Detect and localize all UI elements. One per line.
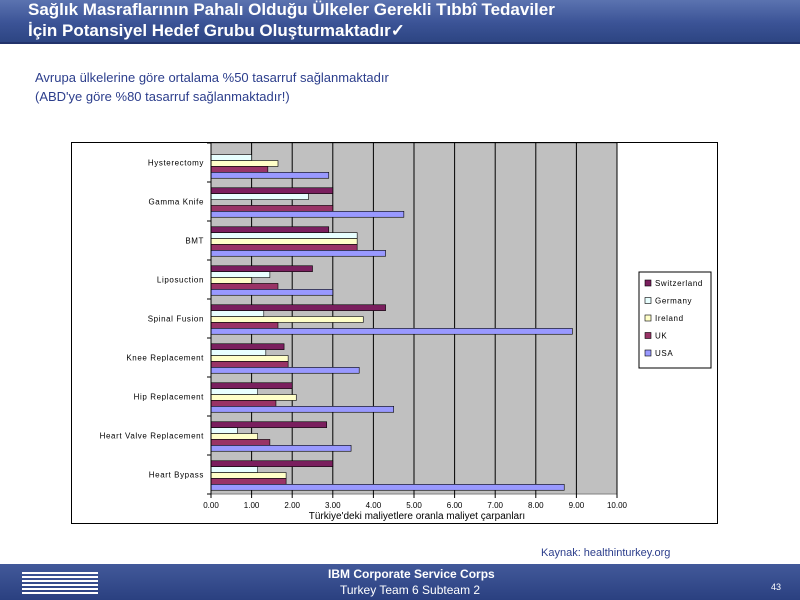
bar-usa-hysterectomy [211, 172, 329, 178]
bar-usa-liposuction [211, 289, 333, 295]
category-label-gamma-knife: Gamma Knife [148, 197, 204, 207]
x-axis-title: Türkiye'deki maliyetlere oranla maliyet çarpanları [308, 511, 526, 522]
bar-germany-spinal-fusion [211, 311, 264, 317]
bar-uk-liposuction [211, 283, 278, 289]
category-label-heart-bypass: Heart Bypass [148, 470, 204, 480]
category-label-bmt: BMT [185, 236, 204, 246]
bar-ireland-hysterectomy [211, 161, 278, 167]
bar-switzerland-heart-bypass [211, 461, 333, 467]
bar-uk-hip-replacement [211, 400, 276, 406]
x-tick-label: 5.00 [406, 501, 422, 510]
page-number: 43 [771, 582, 782, 592]
slide-footer [0, 564, 800, 600]
bar-germany-liposuction [211, 272, 270, 278]
legend-swatch-usa [645, 350, 651, 356]
bar-switzerland-liposuction [211, 266, 313, 272]
legend-label-ireland: Ireland [655, 314, 684, 323]
subtitle-line-1: Avrupa ülkelerine göre ortalama %50 tasarruf sağlanmaktadır [35, 70, 389, 85]
bar-germany-bmt [211, 233, 357, 239]
legend-swatch-ireland [645, 315, 651, 321]
bar-usa-hip-replacement [211, 406, 394, 412]
legend-label-germany: Germany [655, 296, 693, 306]
legend-label-switzerland: Switzerland [655, 279, 703, 288]
subtitle-line-2: (ABD'ye göre %80 tasarruf sağlanmaktadır!) [35, 89, 290, 104]
bar-germany-hip-replacement [211, 389, 258, 395]
category-label-knee-replacement: Knee Replacement [126, 353, 204, 363]
x-tick-label: 6.00 [446, 501, 463, 510]
legend-label-usa: USA [655, 349, 674, 358]
x-tick-label: 2.00 [284, 501, 300, 510]
x-tick-label: 1.00 [243, 501, 260, 510]
bar-ireland-spinal-fusion [211, 317, 363, 323]
bar-switzerland-heart-valve-replacement [211, 422, 327, 428]
slide-header [0, 0, 800, 44]
legend-swatch-germany [645, 298, 651, 304]
bar-ireland-bmt [211, 239, 357, 245]
bar-uk-bmt [211, 244, 357, 250]
bar-usa-heart-valve-replacement [211, 445, 351, 451]
bar-germany-heart-bypass [211, 467, 258, 473]
ibm-logo [22, 572, 98, 594]
bar-usa-spinal-fusion [211, 328, 572, 334]
bar-uk-heart-bypass [211, 478, 286, 484]
bar-ireland-heart-valve-replacement [211, 434, 258, 440]
legend-swatch-uk [645, 333, 651, 339]
x-tick-label: 10.00 [606, 501, 628, 510]
footer-org: IBM Corporate Service Corps [328, 567, 495, 581]
bar-switzerland-spinal-fusion [211, 305, 386, 311]
bar-uk-knee-replacement [211, 361, 288, 367]
x-tick-label: 0.00 [203, 501, 219, 510]
bar-uk-hysterectomy [211, 166, 268, 172]
bar-uk-gamma-knife [211, 205, 333, 211]
bar-ireland-heart-bypass [211, 473, 286, 479]
bar-switzerland-knee-replacement [211, 344, 284, 350]
x-tick-label: 4.00 [365, 501, 382, 510]
bar-chart [72, 143, 717, 523]
x-tick-label: 8.00 [528, 501, 544, 510]
category-label-heart-valve-replacement: Heart Valve Replacement [99, 431, 204, 441]
chart-container [71, 142, 718, 524]
slide-title-line-1: Sağlık Masraflarının Pahalı Olduğu Ülkeler Gerekli Tıbbî Tedaviler [28, 0, 555, 19]
bar-uk-heart-valve-replacement [211, 439, 270, 445]
footer-team: Turkey Team 6 Subteam 2 [340, 583, 481, 597]
bar-usa-knee-replacement [211, 367, 359, 373]
legend-label-uk: UK [655, 331, 668, 341]
slide-title-line-2: İçin Potansiyel Hedef Grubu Oluşturmaktadır✓ [28, 21, 405, 40]
source-note: Kaynak: healthinturkey.org [541, 547, 671, 559]
bar-usa-heart-bypass [211, 484, 564, 490]
category-label-hip-replacement: Hip Replacement [133, 392, 204, 402]
bar-ireland-liposuction [211, 278, 252, 284]
bar-switzerland-hip-replacement [211, 383, 292, 389]
category-label-liposuction: Liposuction [156, 275, 204, 285]
bar-germany-knee-replacement [211, 350, 266, 356]
bar-uk-spinal-fusion [211, 322, 278, 328]
x-tick-label: 3.00 [325, 501, 341, 510]
bar-switzerland-bmt [211, 227, 329, 233]
category-label-spinal-fusion: Spinal Fusion [147, 314, 204, 324]
bar-ireland-knee-replacement [211, 356, 288, 362]
bar-usa-bmt [211, 250, 386, 256]
x-tick-label: 7.00 [487, 501, 503, 510]
x-tick-label: 9.00 [568, 501, 585, 510]
category-label-hysterectomy: Hysterectomy [147, 158, 204, 168]
bar-switzerland-gamma-knife [211, 188, 333, 194]
bar-ireland-hip-replacement [211, 395, 296, 401]
bar-germany-heart-valve-replacement [211, 428, 237, 434]
bar-germany-hysterectomy [211, 155, 252, 161]
bar-usa-gamma-knife [211, 211, 404, 217]
bar-germany-gamma-knife [211, 194, 308, 200]
legend-swatch-switzerland [645, 280, 651, 286]
